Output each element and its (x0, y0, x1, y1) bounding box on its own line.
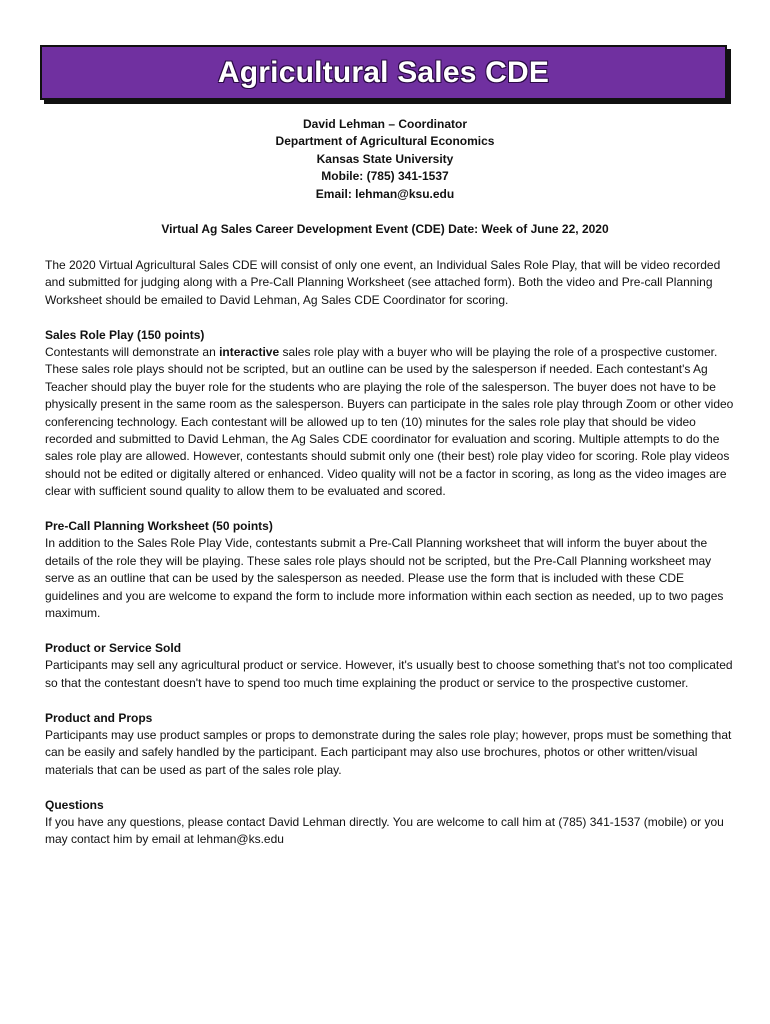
section-props (45, 710, 735, 780)
department: Department of Agricultural Economics (275, 134, 495, 149)
section-role-play (45, 327, 735, 501)
section-text (45, 344, 735, 501)
title-banner (40, 45, 727, 100)
section-questions (45, 797, 735, 849)
coordinator-name: David Lehman – Coordinator (302, 117, 468, 131)
section-heading: Product and Props (45, 710, 153, 725)
text-run: sales role play with a buyer who will be playing the role of a prospective customer. These sales role plays should not be scripted, but an outline can be used by the salesperson if needed. Each contestant's Ag Teacher should play the buyer role for the students who are playing the role of the salesperson. The buyer does not have to be physically present in the same room as the salesperson. Buyers can participate in the sales role play through Zoom or other video conferencing technology. Each contestant will be allowed up to ten (10) minutes for the sales role play that should be video recorded and submitted to David Lehman, the Ag Sales CDE coordinator for evaluation and scoring. Multiple attempts to do the sales role play are allowed. However, contestants should submit only one (their best) role play video for scoring. Role play videos should not be edited or digitally altered or enhanced. Video quality will not be a factor in scoring, as long as the video images are clear with sufficient sound quality to allow them to be evaluated and scored. (45, 345, 734, 499)
section-text: In addition to the Sales Role Play Vide, contestants submit a Pre-Call Planning worksheet that will inform the buyer about the details of the role they will be playing. These sales role plays should not be scripted, but the Pre-Call Planning worksheet may serve as an outline that can be used by the salesperson as needed. Please use the form that is included with these CDE guidelines and you are welcome to expand the form to include more information within each section as needed, up to two pages maximum. (45, 536, 724, 621)
mobile-number: Mobile: (785) 341-1537 (321, 169, 449, 184)
emphasis-text: interactive (219, 345, 280, 360)
section-worksheet (45, 518, 735, 622)
section-heading: Questions (45, 797, 104, 812)
section-heading: Pre-Call Planning Worksheet (50 points) (45, 519, 273, 534)
section-text: If you have any questions, please contact David Lehman directly. You are welcome to call him at (785) 341-1537 (mobile) or you may contact him by email at lehman@ks.edu (45, 814, 724, 847)
section-product (45, 640, 735, 692)
document-body (45, 257, 735, 866)
university: Kansas State University (316, 151, 454, 166)
section-heading: Sales Role Play (150 points) (45, 327, 205, 342)
contact-block (0, 116, 770, 203)
email-address: Email: lehman@ksu.edu (315, 186, 455, 201)
section-text: Participants may sell any agricultural product or service. However, it's usually best to choose something that's not too complicated so that the contestant doesn't have to spend too much time explaining the product or service to the prospective customer. (45, 658, 733, 690)
text-run: Contestants will demonstrate an (45, 345, 220, 360)
page-title: Agricultural Sales CDE (217, 55, 550, 89)
section-heading: Product or Service Sold (45, 640, 182, 655)
section-text: Participants may use product samples or props to demonstrate during the sales role play; however, props must be something that can be easily and safely handled by the participant. Each participant may also use brochures, photos or other written/visual materials that can be used as part of the sales role play. (45, 727, 732, 777)
event-date: Virtual Ag Sales Career Development Event (CDE) Date: Week of June 22, 2020 (161, 222, 609, 236)
intro-paragraph: The 2020 Virtual Agricultural Sales CDE will consist of only one event, an Individual Sales Role Play, that will be video recorded and submitted for judging along with a Pre-Call Planning Worksheet (see attached form). Both the video and Pre-call Planning Worksheet should be emailed to David Lehman, Ag Sales CDE Coordinator for scoring. (45, 258, 721, 307)
